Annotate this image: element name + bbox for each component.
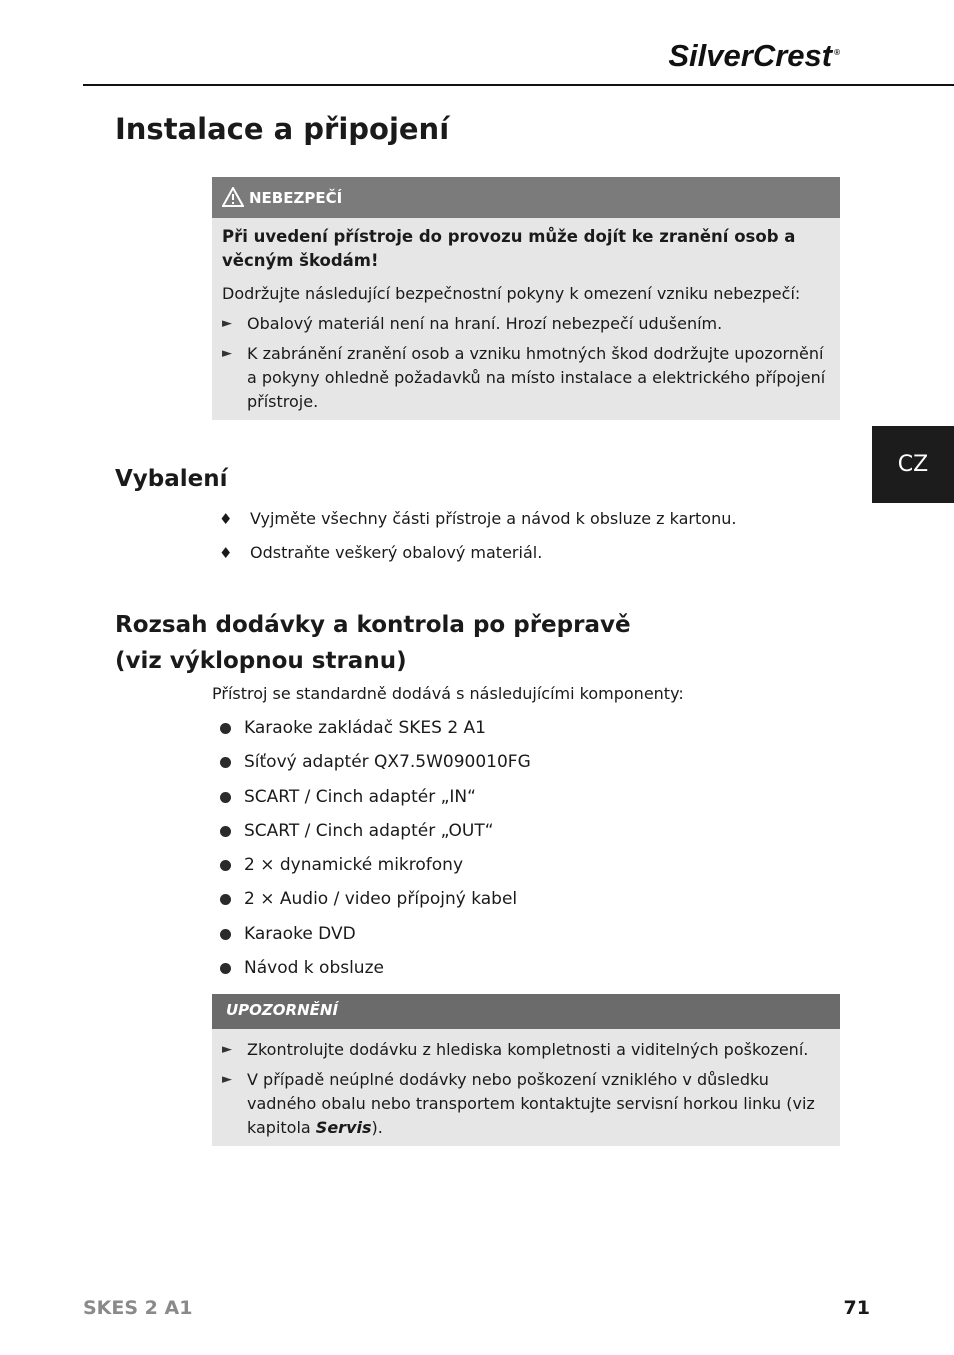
dot-bullet-icon xyxy=(220,723,231,734)
warning-triangle-icon xyxy=(222,187,244,211)
dot-bullet-icon xyxy=(220,860,231,871)
unpacking-heading: Vybalení xyxy=(115,466,228,492)
danger-box xyxy=(212,177,840,420)
notice-item: ► Zkontrolujte dodávku z hlediska kompletnosti a viditelných poškození. xyxy=(222,1038,830,1062)
list-item: Síťový adaptér QX7.5W090010FG xyxy=(219,750,531,784)
header-rule xyxy=(83,84,954,86)
diamond-bullet-icon: ♦ xyxy=(219,510,233,528)
diamond-bullet-icon: ♦ xyxy=(219,544,233,562)
arrow-bullet-icon: ► xyxy=(222,1042,232,1057)
list-item: ♦ Odstraňte veškerý obalový materiál. xyxy=(219,543,543,562)
dot-bullet-icon xyxy=(220,792,231,803)
delivery-list xyxy=(219,716,531,990)
page-title: Instalace a připojení xyxy=(115,112,450,146)
list-item: Karaoke zakládač SKES 2 A1 xyxy=(219,716,531,750)
dot-bullet-icon xyxy=(220,894,231,905)
dot-bullet-icon xyxy=(220,929,231,940)
list-item: Návod k obsluze xyxy=(219,956,531,990)
list-item: 2 × dynamické mikrofony xyxy=(219,853,531,887)
danger-header-label: NEBEZPEČÍ xyxy=(249,189,343,207)
notice-box xyxy=(212,994,840,1146)
unpacking-list xyxy=(219,508,736,576)
list-item: Karaoke DVD xyxy=(219,922,531,956)
danger-item: ► K zabránění zranění osob a vzniku hmotných škod dodržujte upozornění a pokyny ohledně požadavků na místo instalace a elektrického přípojení přístroje. xyxy=(222,344,826,411)
list-item: SCART / Cinch adaptér „IN“ xyxy=(219,785,531,819)
list-item: ♦ Vyjměte všechny části přístroje a návod k obsluze z kartonu. xyxy=(219,509,737,528)
page-number: 71 xyxy=(843,1297,870,1319)
danger-intro: Dodržujte následující bezpečnostní pokyny k omezení vzniku nebezpečí: xyxy=(222,284,801,303)
brand-logo: SilverCrest ® xyxy=(668,38,840,73)
notice-item: ► V případě neúplné dodávky nebo poškození vzniklého v důsledku vadného obalu nebo transportem kontaktujte servisní horkou linku (viz kapitola Servis). xyxy=(222,1070,815,1137)
arrow-bullet-icon: ► xyxy=(222,346,232,361)
servis-ref: Servis xyxy=(315,1118,372,1137)
list-item: 2 × Audio / video přípojný kabel xyxy=(219,887,531,921)
notice-header: UPOZORNĚNÍ xyxy=(212,994,840,1029)
delivery-heading: Rozsah dodávky a kontrola po přepravě (viz výklopnou stranu) xyxy=(115,612,631,674)
dot-bullet-icon xyxy=(220,826,231,837)
list-item: SCART / Cinch adaptér „OUT“ xyxy=(219,819,531,853)
danger-item: ► Obalový materiál není na hraní. Hrozí nebezpečí udušením. xyxy=(222,312,830,336)
danger-bold-text: Při uvedení přístroje do provozu může dojít ke zranění osob a věcným škodám! xyxy=(222,227,796,270)
delivery-intro: Přístroj se standardně dodává s následujícími komponenty: xyxy=(212,684,684,703)
danger-header xyxy=(212,177,840,218)
dot-bullet-icon xyxy=(220,963,231,974)
arrow-bullet-icon: ► xyxy=(222,316,232,331)
language-tab: CZ xyxy=(872,426,954,503)
dot-bullet-icon xyxy=(220,757,231,768)
footer-model: SKES 2 A1 xyxy=(83,1297,193,1319)
arrow-bullet-icon: ► xyxy=(222,1072,232,1087)
